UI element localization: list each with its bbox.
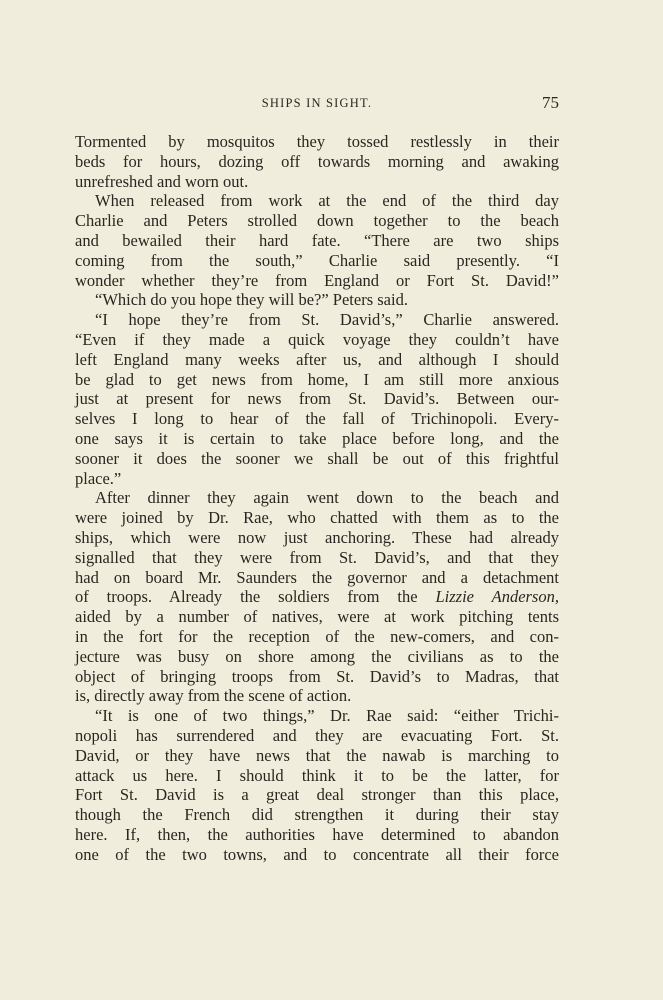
text-line: in the fort for the reception of the new-comers, and con- <box>75 626 559 646</box>
text-line: is, directly away from the scene of action. <box>75 686 352 706</box>
text-line: Tormented by mosquitos they tossed restlessly in their <box>75 132 559 151</box>
text-line: had on board Mr. Saunders the governor and a detachment <box>75 567 559 587</box>
text-line: and bewailed their hard fate. “There are two ships <box>75 230 559 250</box>
text-line: beds for hours, dozing off towards morning and awaking <box>75 151 559 171</box>
text-line: unrefreshed and worn out. <box>75 171 249 191</box>
text-line: attack us here. I should think it to be the latter, for <box>75 765 559 785</box>
text-line: left England many weeks after us, and although I should <box>75 349 559 369</box>
text-line: one of the two towns, and to concentrate all their force <box>75 844 559 864</box>
text-line: place.” <box>75 468 122 488</box>
text-line: coming from the south,” Charlie said presently. “I <box>75 250 559 270</box>
page-header <box>75 93 559 118</box>
text-line: ships, which were now just anchoring. These had already <box>75 527 559 547</box>
text-line: though the French did strengthen it during their stay <box>75 805 559 825</box>
text-line: “Even if they made a quick voyage they couldn’t have <box>75 329 559 349</box>
body-text <box>75 132 559 864</box>
text-line: were joined by Dr. Rae, who chatted with them as to the <box>75 508 559 528</box>
text-line: “I hope they’re from St. David’s,” Charlie answered. <box>95 310 559 330</box>
text-line: object of bringing troops from St. David’s to Madras, that <box>75 666 559 686</box>
text-line: nopoli has surrendered and they are evacuating Fort. St. <box>75 725 559 745</box>
text-line: aided by a number of natives, were at work pitching tents <box>75 607 559 627</box>
text-line: be glad to get news from home, I am still more anxious <box>75 369 559 389</box>
running-title: SHIPS IN SIGHT. <box>261 96 373 110</box>
text-line: wonder whether they’re from England or Fort St. David!” <box>75 270 559 290</box>
text-line: here. If, then, the authorities have determined to abandon <box>75 824 559 844</box>
text-line: one says it is certain to take place before long, and the <box>75 428 559 448</box>
text-line: signalled that they were from St. David’s, and that they <box>75 547 559 567</box>
text-line <box>75 587 559 607</box>
text-line: Charlie and Peters strolled down together to the beach <box>75 211 559 231</box>
text-line: just at present for news from St. David’s. Between our- <box>75 389 559 409</box>
text-line: “Which do you hope they will be?” Peters said. <box>95 290 408 310</box>
text-line: After dinner they again went down to the beach and <box>95 488 559 508</box>
text-span: of troops. Already the soldiers from the <box>75 587 436 607</box>
text-line: sooner it does the sooner we shall be out of this frightful <box>75 448 559 468</box>
page-number: 75 <box>542 93 559 112</box>
ship-name-italic: Lizzie Anderson, <box>435 587 559 607</box>
text-line: When released from work at the end of the third day <box>95 191 559 211</box>
text-line: Fort St. David is a great deal stronger than this place, <box>75 785 559 805</box>
text-line: “It is one of two things,” Dr. Rae said: “either Trichi- <box>95 706 559 726</box>
text-line: selves I long to hear of the fall of Trichinopoli. Every- <box>75 409 559 429</box>
text-line: David, or they have news that the nawab is marching to <box>75 745 559 765</box>
text-line: jecture was busy on shore among the civilians as to the <box>75 646 559 666</box>
